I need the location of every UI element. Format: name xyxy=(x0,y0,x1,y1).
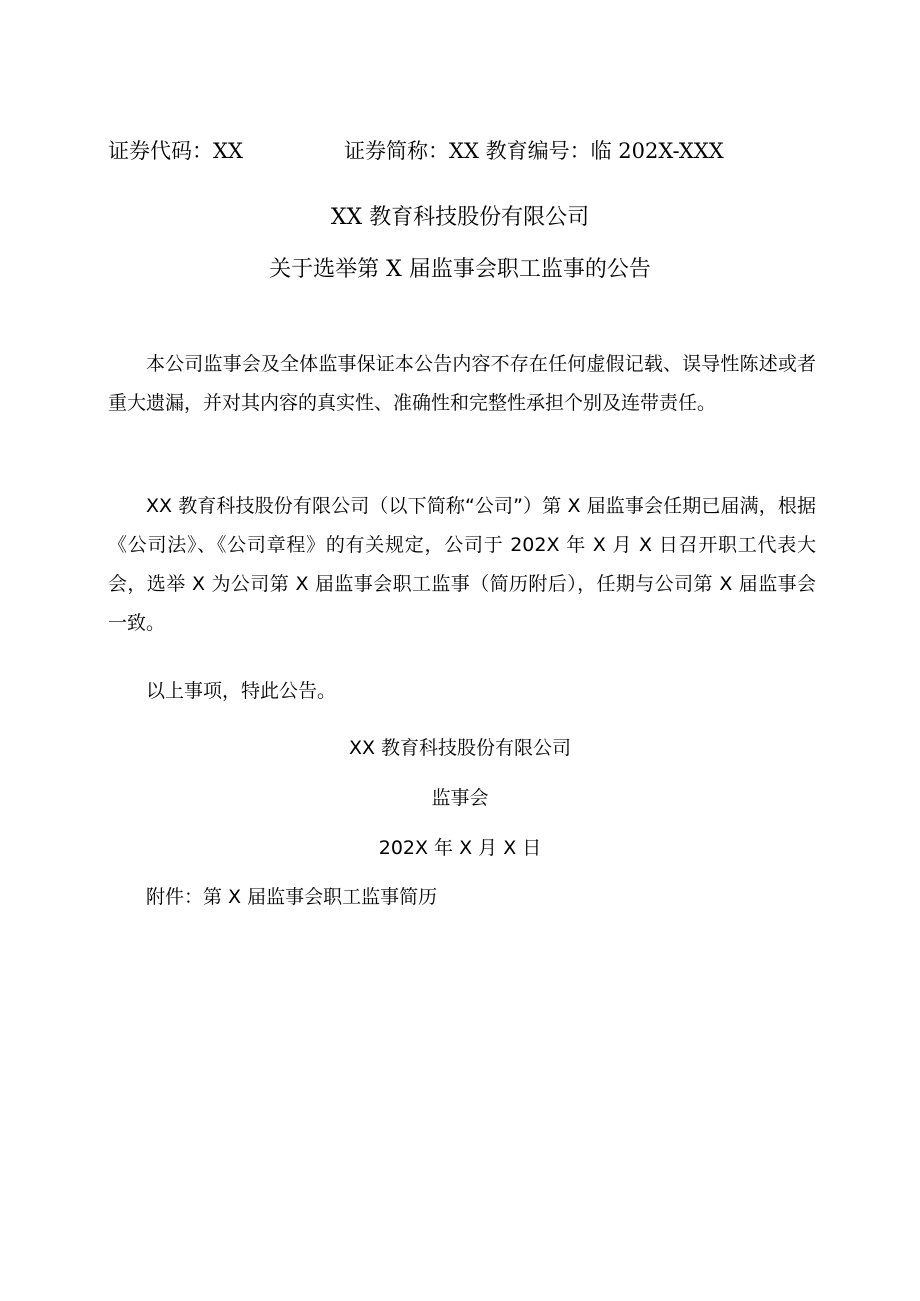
body-paragraph-disclaimer: 本公司监事会及全体监事保证本公告内容不存在任何虚假记载、误导性陈述或者重大遗漏，并对其内容的真实性、准确性和完整性承担个别及连带责任。 xyxy=(108,353,816,414)
company-title: XX 教育科技股份有限公司 xyxy=(330,205,590,230)
attachment-note: 附件：第 X 届监事会职工监事简历 xyxy=(146,886,438,908)
body-paragraph-election: XX 教育科技股份有限公司（以下简称“公司”）第 X 届监事会任期已届满，根据《公司法》、《公司章程》的有关规定，公司于 202X 年 X 月 X 日召开职工代表大会，选举 X 为公司第 X 届监事会职工监事（简历附后），任期与公司第 X 届监事会一致。 xyxy=(108,495,816,634)
signature-board: 监事会 xyxy=(431,787,489,809)
stock-abbreviation-and-number: 证券简称：XX 教育编号：临 202X-XXX xyxy=(344,139,724,163)
stock-code: 证券代码：XX xyxy=(108,139,243,163)
announcement-header xyxy=(108,136,808,166)
signature-company: XX 教育科技股份有限公司 xyxy=(348,737,572,759)
signature-date: 202X 年 X 月 X 日 xyxy=(378,837,542,859)
announcement-title: 关于选举第 X 届监事会职工监事的公告 xyxy=(269,257,651,282)
body-paragraph-closing: 以上事项，特此公告。 xyxy=(146,680,337,702)
